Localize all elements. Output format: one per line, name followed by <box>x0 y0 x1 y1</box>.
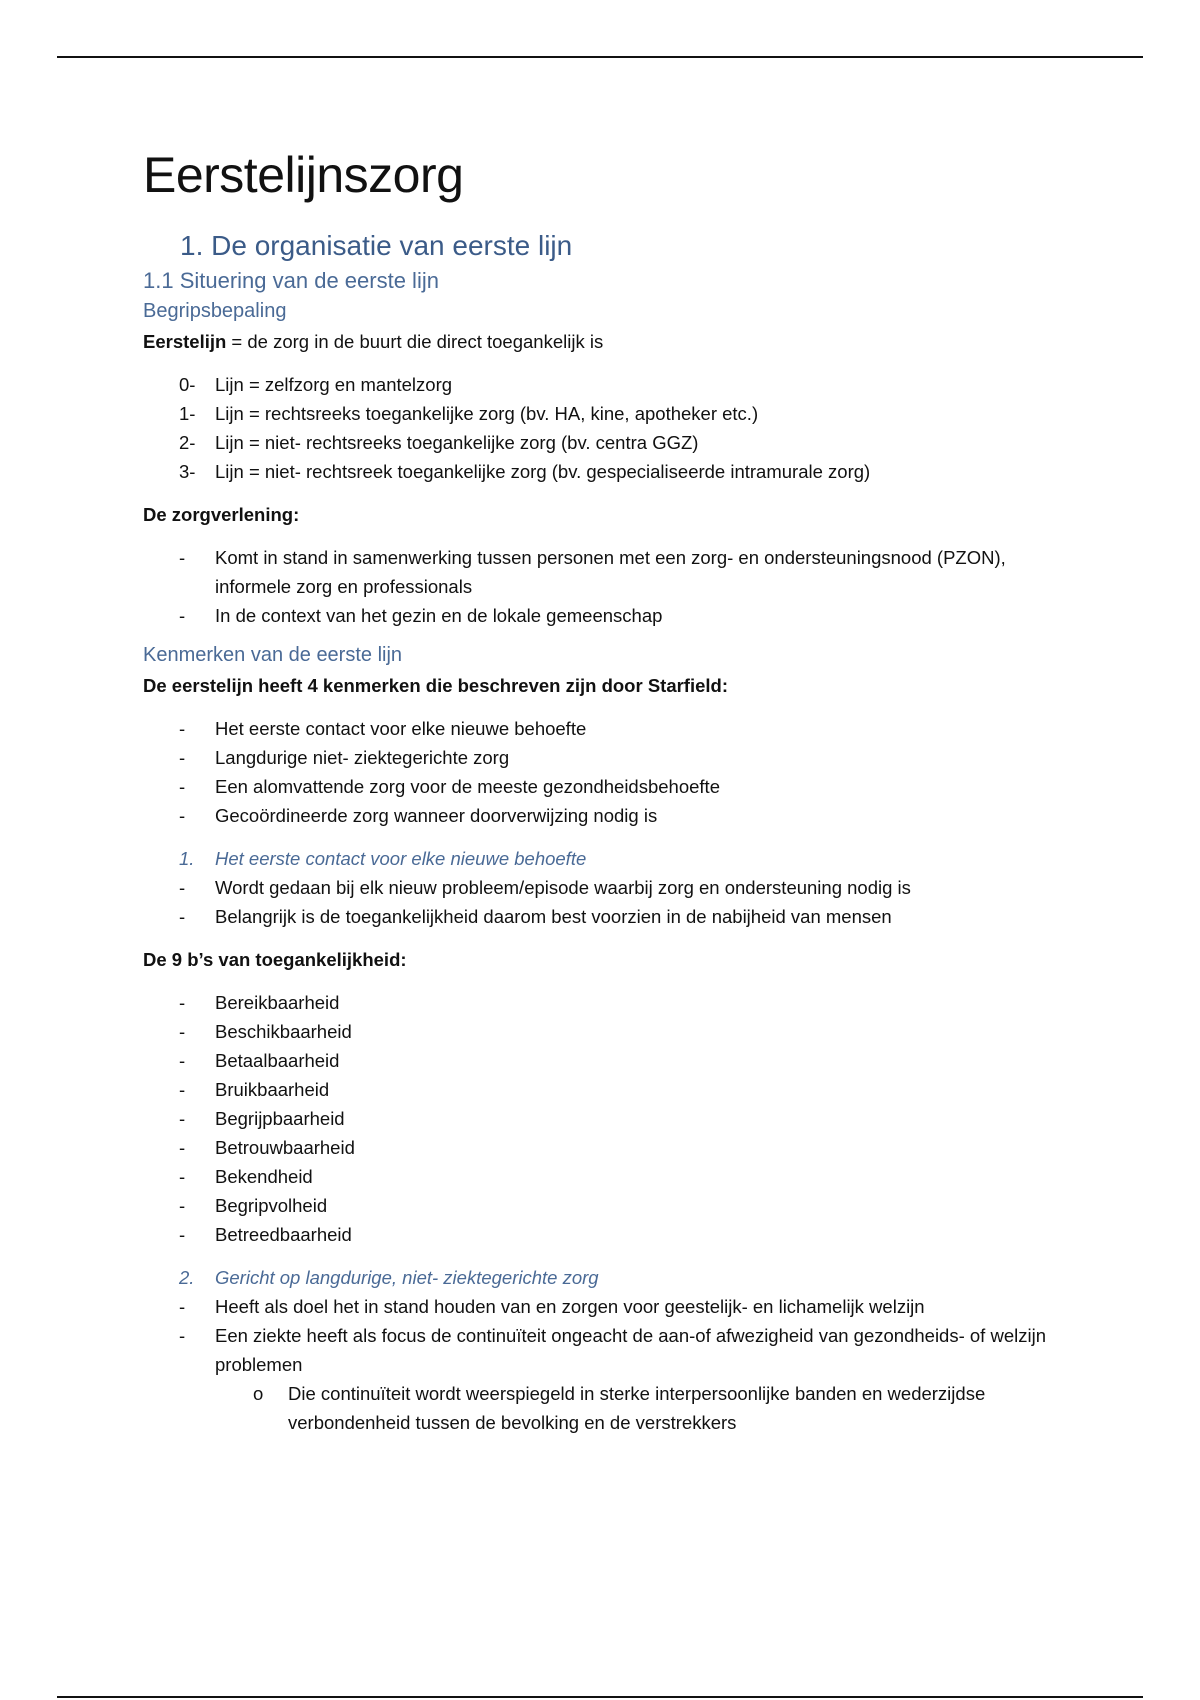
sub2-list <box>143 1263 1073 1437</box>
list-item: - Langdurige niet- ziektegerichte zorg <box>179 747 510 768</box>
heading-kenmerken: Kenmerken van de eerste lijn <box>143 644 403 666</box>
nine-bs-list <box>143 988 1073 1249</box>
document-page <box>143 147 1073 1437</box>
kenmerken-list <box>143 714 1073 830</box>
document-title: Eerstelijnszorg <box>143 147 464 203</box>
list-item: - Bereikbaarheid <box>179 992 340 1013</box>
list-item: - Heeft als doel het in stand houden van en zorgen voor geestelijk- en lichamelijk welzijn <box>179 1296 925 1317</box>
list-item: 0- Lijn = zelfzorg en mantelzorg <box>179 374 453 395</box>
heading-begripsbepaling: Begripsbepaling <box>143 300 287 322</box>
list-item: - Belangrijk is de toegankelijkheid daarom best voorzien in de nabijheid van mensen <box>179 906 892 927</box>
zorgverlening-list <box>143 543 1073 630</box>
list-item: - Gecoördineerde zorg wanneer doorverwijzing nodig is <box>179 805 658 826</box>
list-item: - Wordt gedaan bij elk nieuw probleem/episode waarbij zorg en ondersteuning nodig is <box>179 877 911 898</box>
list-item: - Begrijpbaarheid <box>179 1108 345 1129</box>
definition-term: Eerstelijn <box>143 331 227 352</box>
list-item: 2- Lijn = niet- rechtsreeks toegankelijke zorg (bv. centra GGZ) <box>179 432 699 453</box>
nine-bs-heading: De 9 b’s van toegankelijkheid: <box>143 949 407 970</box>
zorgverlening-heading: De zorgverlening: <box>143 504 300 525</box>
heading-1: 1. De organisatie van eerste lijn <box>180 230 573 261</box>
list-item: - In de context van het gezin en de lokale gemeenschap <box>179 605 663 626</box>
list-item: - Het eerste contact voor elke nieuwe behoefte <box>179 718 587 739</box>
subheading-langdurige-zorg: 2. Gericht op langdurige, niet- ziektegerichte zorg <box>179 1267 599 1288</box>
header-rule <box>57 56 1143 58</box>
list-item: - Beschikbaarheid <box>179 1021 352 1042</box>
sub1-list <box>143 844 1073 931</box>
list-item: - Bekendheid <box>179 1166 313 1187</box>
list-item: - Begripvolheid <box>179 1195 328 1216</box>
definition-text: = de zorg in de buurt die direct toegankelijk is <box>226 331 604 352</box>
list-item: - Betrouwbaarheid <box>179 1137 355 1158</box>
list-item: - Betreedbaarheid <box>179 1224 352 1245</box>
list-item: - Een ziekte heeft als focus de continuïteit ongeacht de aan-of afwezigheid van gezondheids- of welzijn problemen <box>179 1325 1046 1375</box>
subheading-eerste-contact: 1. Het eerste contact voor elke nieuwe behoefte <box>179 848 587 869</box>
list-item: - Een alomvattende zorg voor de meeste gezondheidsbehoefte <box>179 776 720 797</box>
list-item: 3- Lijn = niet- rechtsreek toegankelijke zorg (bv. gespecialiseerde intramurale zorg) <box>179 461 871 482</box>
kenmerken-intro: De eerstelijn heeft 4 kenmerken die beschreven zijn door Starfield: <box>143 675 728 696</box>
list-item: - Betaalbaarheid <box>179 1050 340 1071</box>
list-item: - Bruikbaarheid <box>179 1079 330 1100</box>
lines-list <box>143 370 1073 486</box>
footer-rule <box>57 1696 1143 1698</box>
list-subitem: o Die continuïteit wordt weerspiegeld in sterke interpersoonlijke banden en wederzijdse verbondenheid tussen de bevolking en de verstrekkers <box>253 1383 986 1433</box>
heading-1-1: 1.1 Situering van de eerste lijn <box>143 268 439 293</box>
list-item: - Komt in stand in samenwerking tussen personen met een zorg- en ondersteuningsnood (PZON), informele zorg en professionals <box>179 547 1006 597</box>
list-item: 1- Lijn = rechtsreeks toegankelijke zorg (bv. HA, kine, apotheker etc.) <box>179 403 759 424</box>
definition <box>143 327 1073 356</box>
